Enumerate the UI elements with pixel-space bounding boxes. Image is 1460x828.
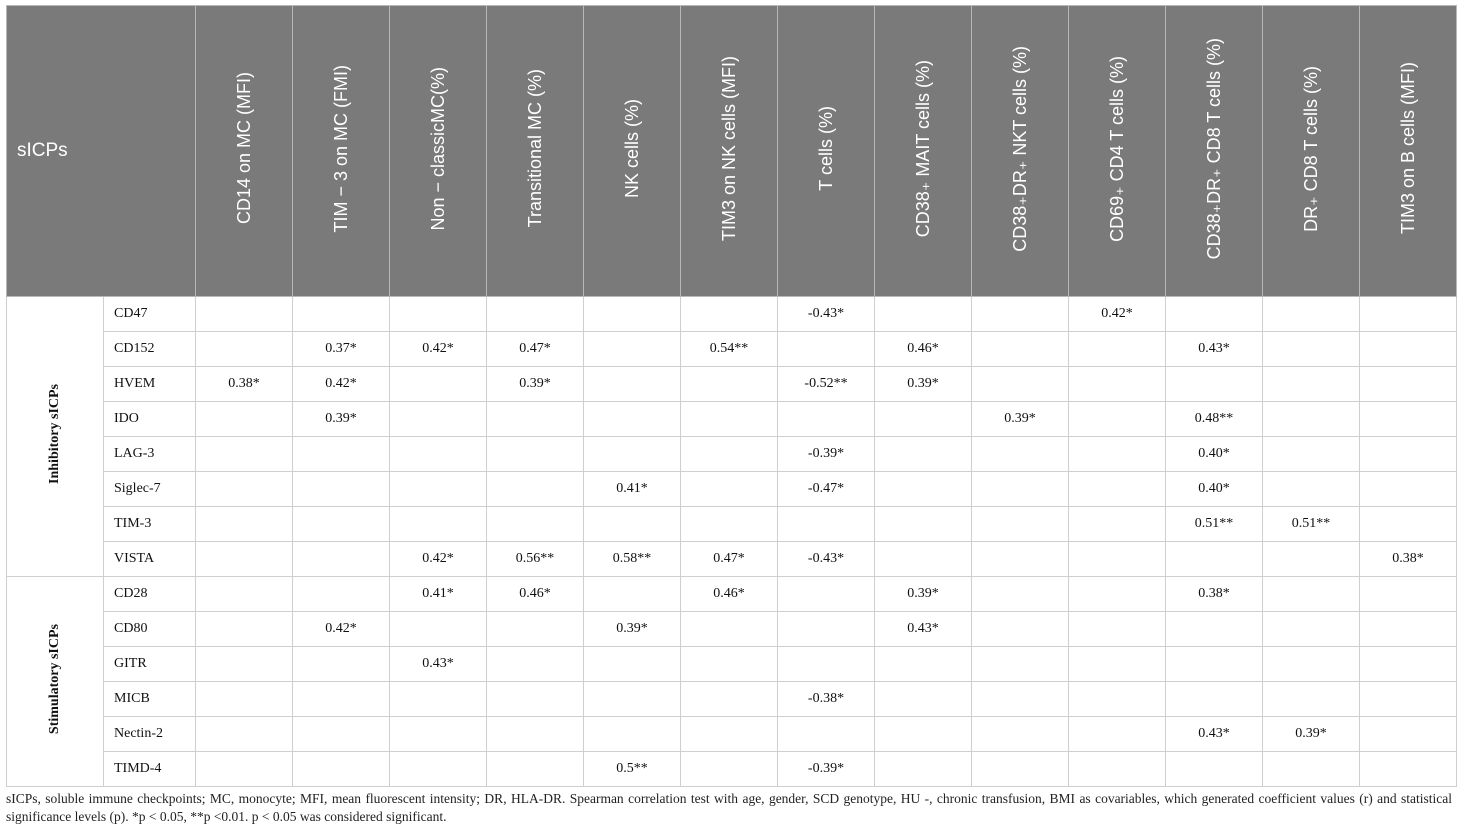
correlation-cell	[293, 472, 390, 507]
correlation-cell	[487, 612, 584, 647]
correlation-cell	[875, 297, 972, 332]
correlation-cell	[584, 402, 681, 437]
correlation-cell	[778, 717, 875, 752]
correlation-cell	[1360, 402, 1457, 437]
correlation-cell: 0.43*	[1166, 717, 1263, 752]
row-label: Siglec-7	[104, 472, 196, 507]
correlation-cell	[1069, 332, 1166, 367]
column-header-label: CD38₊DR₊ NKT cells (%)	[1010, 45, 1030, 252]
correlation-cell	[778, 402, 875, 437]
column-header-label: NK cells (%)	[622, 98, 642, 198]
correlation-cell: 0.38*	[1166, 577, 1263, 612]
correlation-cell	[681, 437, 778, 472]
correlation-cell	[196, 402, 293, 437]
correlation-cell	[1263, 297, 1360, 332]
column-header	[681, 6, 778, 297]
correlation-cell	[778, 647, 875, 682]
correlation-table	[6, 5, 1457, 787]
correlation-cell	[972, 472, 1069, 507]
row-label: CD152	[104, 332, 196, 367]
row-label: CD80	[104, 612, 196, 647]
correlation-cell: -0.52**	[778, 367, 875, 402]
correlation-cell	[875, 437, 972, 472]
column-header	[1360, 6, 1457, 297]
correlation-cell	[972, 752, 1069, 787]
correlation-cell	[1360, 332, 1457, 367]
correlation-cell	[390, 367, 487, 402]
correlation-cell	[1360, 682, 1457, 717]
correlation-cell	[487, 507, 584, 542]
correlation-cell	[1069, 402, 1166, 437]
column-header-label: TIM3 on NK cells (MFI)	[719, 55, 739, 242]
table-footnote: sICPs, soluble immune checkpoints; MC, monocyte; MFI, mean fluorescent intensity; DR, HLA-DR. Spearman correlation test with age, gender, SCD genotype, HU -, chronic transfusion, BMI as covariables, which generated coefficient values (r) and statistical significance levels (p). *p < 0.05, **p <0.01. p < 0.05 was considered significant.	[6, 791, 1452, 824]
correlation-cell	[972, 647, 1069, 682]
column-header-label: T cells (%)	[816, 106, 836, 191]
correlation-cell	[681, 472, 778, 507]
correlation-cell: 0.39*	[875, 367, 972, 402]
table-row	[7, 542, 1457, 577]
correlation-cell	[778, 507, 875, 542]
correlation-cell: -0.43*	[778, 542, 875, 577]
table-row	[7, 437, 1457, 472]
correlation-cell	[1360, 367, 1457, 402]
correlation-cell	[487, 717, 584, 752]
correlation-cell	[972, 717, 1069, 752]
table-row	[7, 507, 1457, 542]
correlation-cell	[293, 647, 390, 682]
correlation-cell	[584, 332, 681, 367]
table-row	[7, 577, 1457, 612]
correlation-cell	[584, 507, 681, 542]
correlation-cell	[293, 542, 390, 577]
correlation-cell: -0.39*	[778, 437, 875, 472]
correlation-cell	[196, 612, 293, 647]
correlation-cell	[1360, 577, 1457, 612]
correlation-cell: 0.39*	[1263, 717, 1360, 752]
correlation-cell	[1360, 717, 1457, 752]
correlation-cell: 0.42*	[293, 367, 390, 402]
row-label: LAG-3	[104, 437, 196, 472]
correlation-cell: -0.47*	[778, 472, 875, 507]
correlation-cell	[875, 752, 972, 787]
correlation-cell	[196, 332, 293, 367]
correlation-cell	[196, 297, 293, 332]
correlation-cell	[584, 367, 681, 402]
column-header	[1263, 6, 1360, 297]
correlation-cell	[390, 507, 487, 542]
table-header-row	[7, 6, 1457, 297]
correlation-cell: 0.43*	[390, 647, 487, 682]
correlation-cell	[584, 647, 681, 682]
row-label: GITR	[104, 647, 196, 682]
correlation-cell	[681, 297, 778, 332]
correlation-cell	[196, 437, 293, 472]
correlation-cell: 0.37*	[293, 332, 390, 367]
table-row	[7, 472, 1457, 507]
correlation-cell	[875, 542, 972, 577]
correlation-cell: 0.38*	[1360, 542, 1457, 577]
correlation-cell	[1263, 612, 1360, 647]
correlation-cell	[681, 682, 778, 717]
correlation-cell	[1166, 612, 1263, 647]
table-row	[7, 367, 1457, 402]
column-header	[778, 6, 875, 297]
correlation-cell	[390, 297, 487, 332]
correlation-cell: 0.42*	[390, 332, 487, 367]
column-header	[487, 6, 584, 297]
correlation-cell	[196, 472, 293, 507]
correlation-cell	[1166, 297, 1263, 332]
correlation-cell	[972, 297, 1069, 332]
correlation-cell	[972, 367, 1069, 402]
correlation-cell: 0.5**	[584, 752, 681, 787]
correlation-cell	[196, 647, 293, 682]
column-header	[196, 6, 293, 297]
row-label: IDO	[104, 402, 196, 437]
correlation-cell: 0.46*	[487, 577, 584, 612]
row-label: HVEM	[104, 367, 196, 402]
column-header-label: CD14 on MC (MFI)	[234, 72, 254, 225]
correlation-cell	[196, 542, 293, 577]
correlation-cell	[681, 647, 778, 682]
correlation-cell	[1263, 402, 1360, 437]
correlation-cell	[1069, 367, 1166, 402]
correlation-cell	[390, 682, 487, 717]
correlation-cell	[972, 507, 1069, 542]
correlation-cell	[1263, 332, 1360, 367]
table-row	[7, 402, 1457, 437]
correlation-cell	[972, 612, 1069, 647]
correlation-cell	[875, 682, 972, 717]
correlation-cell	[778, 577, 875, 612]
correlation-cell	[293, 752, 390, 787]
correlation-cell	[1360, 472, 1457, 507]
correlation-cell	[293, 682, 390, 717]
correlation-cell	[681, 367, 778, 402]
correlation-cell	[584, 682, 681, 717]
correlation-cell: 0.51**	[1166, 507, 1263, 542]
correlation-cell	[293, 717, 390, 752]
correlation-cell: 0.48**	[1166, 402, 1263, 437]
correlation-cell	[1166, 542, 1263, 577]
correlation-cell	[293, 577, 390, 612]
correlation-cell	[293, 507, 390, 542]
correlation-cell	[1263, 437, 1360, 472]
correlation-cell	[1263, 577, 1360, 612]
column-header-label: TIM3 on B cells (MFI)	[1398, 62, 1418, 235]
correlation-cell	[972, 437, 1069, 472]
correlation-cell	[1360, 437, 1457, 472]
correlation-cell: 0.38*	[196, 367, 293, 402]
correlation-cell	[1360, 507, 1457, 542]
correlation-cell	[1069, 647, 1166, 682]
correlation-cell: 0.42*	[293, 612, 390, 647]
correlation-cell	[584, 437, 681, 472]
correlation-cell	[196, 682, 293, 717]
column-header	[972, 6, 1069, 297]
correlation-cell: 0.58**	[584, 542, 681, 577]
correlation-cell: 0.39*	[875, 577, 972, 612]
correlation-cell	[681, 507, 778, 542]
column-header	[390, 6, 487, 297]
correlation-cell	[1360, 647, 1457, 682]
correlation-cell	[1360, 612, 1457, 647]
correlation-cell	[778, 612, 875, 647]
correlation-cell	[1263, 647, 1360, 682]
correlation-cell	[681, 612, 778, 647]
correlation-cell: 0.47*	[681, 542, 778, 577]
row-label: VISTA	[104, 542, 196, 577]
correlation-cell: 0.39*	[584, 612, 681, 647]
correlation-cell	[487, 647, 584, 682]
correlation-cell: -0.39*	[778, 752, 875, 787]
correlation-cell	[487, 472, 584, 507]
correlation-cell	[196, 752, 293, 787]
correlation-cell: 0.46*	[681, 577, 778, 612]
column-header-label: Transitional MC (%)	[525, 69, 545, 228]
correlation-cell	[196, 717, 293, 752]
correlation-cell: 0.42*	[390, 542, 487, 577]
correlation-cell	[390, 472, 487, 507]
correlation-cell: 0.43*	[875, 612, 972, 647]
correlation-cell: 0.39*	[972, 402, 1069, 437]
correlation-cell: 0.43*	[1166, 332, 1263, 367]
row-label: Nectin-2	[104, 717, 196, 752]
column-header	[1069, 6, 1166, 297]
correlation-cell	[1069, 507, 1166, 542]
correlation-cell	[1360, 752, 1457, 787]
column-header-label: TIM − 3 on MC (FMI)	[331, 64, 351, 233]
correlation-cell	[584, 717, 681, 752]
row-label: CD47	[104, 297, 196, 332]
correlation-cell	[390, 402, 487, 437]
correlation-cell	[1166, 647, 1263, 682]
correlation-cell	[1263, 752, 1360, 787]
correlation-cell	[875, 507, 972, 542]
row-label: TIM-3	[104, 507, 196, 542]
correlation-cell: 0.47*	[487, 332, 584, 367]
correlation-cell	[584, 577, 681, 612]
column-header-label: DR₊ CD8 T cells (%)	[1301, 65, 1321, 232]
correlation-cell	[1069, 437, 1166, 472]
correlation-cell	[681, 402, 778, 437]
correlation-cell	[1069, 612, 1166, 647]
correlation-cell: 0.56**	[487, 542, 584, 577]
table-row	[7, 612, 1457, 647]
correlation-cell	[1166, 682, 1263, 717]
correlation-cell	[293, 437, 390, 472]
table-row	[7, 717, 1457, 752]
correlation-cell	[1069, 717, 1166, 752]
corner-header: sICPs	[7, 6, 196, 297]
row-label: TIMD-4	[104, 752, 196, 787]
correlation-cell: 0.41*	[584, 472, 681, 507]
correlation-cell: 0.39*	[487, 367, 584, 402]
correlation-cell	[1360, 297, 1457, 332]
correlation-cell	[196, 507, 293, 542]
column-header-label: Non − classicMC(%)	[428, 66, 448, 231]
column-header	[875, 6, 972, 297]
correlation-cell	[293, 297, 390, 332]
correlation-cell: 0.41*	[390, 577, 487, 612]
correlation-cell	[584, 297, 681, 332]
correlation-cell: -0.43*	[778, 297, 875, 332]
column-header	[1166, 6, 1263, 297]
row-label: MICB	[104, 682, 196, 717]
correlation-cell	[487, 682, 584, 717]
group-label: Stimulatory sICPs	[47, 623, 62, 735]
correlation-cell	[1166, 367, 1263, 402]
column-header-label: CD38₊DR₊ CD8 T cells (%)	[1204, 37, 1224, 260]
correlation-cell: 0.39*	[293, 402, 390, 437]
table-body	[7, 297, 1457, 787]
correlation-cell	[1263, 682, 1360, 717]
correlation-cell: 0.42*	[1069, 297, 1166, 332]
column-header-label: CD38₊ MAIT cells (%)	[913, 59, 933, 238]
correlation-cell	[875, 402, 972, 437]
correlation-cell	[875, 472, 972, 507]
table-row	[7, 332, 1457, 367]
correlation-cell: -0.38*	[778, 682, 875, 717]
correlation-cell: 0.46*	[875, 332, 972, 367]
group-label-cell	[7, 297, 104, 577]
correlation-cell	[390, 752, 487, 787]
correlation-cell	[778, 332, 875, 367]
correlation-cell	[972, 682, 1069, 717]
table-row	[7, 297, 1457, 332]
correlation-cell	[875, 647, 972, 682]
correlation-cell	[1069, 577, 1166, 612]
correlation-cell	[875, 717, 972, 752]
correlation-cell: 0.54**	[681, 332, 778, 367]
correlation-cell	[390, 717, 487, 752]
correlation-cell	[1069, 682, 1166, 717]
correlation-cell: 0.51**	[1263, 507, 1360, 542]
correlation-cell: 0.40*	[1166, 472, 1263, 507]
correlation-cell	[487, 402, 584, 437]
correlation-cell	[1263, 472, 1360, 507]
table-row	[7, 752, 1457, 787]
correlation-cell	[390, 437, 487, 472]
correlation-cell	[1069, 472, 1166, 507]
column-header	[293, 6, 390, 297]
table-row	[7, 682, 1457, 717]
group-label-cell	[7, 577, 104, 787]
correlation-cell	[390, 612, 487, 647]
correlation-cell	[487, 752, 584, 787]
table-row	[7, 647, 1457, 682]
correlation-cell	[681, 752, 778, 787]
correlation-cell	[972, 542, 1069, 577]
correlation-cell	[1263, 542, 1360, 577]
correlation-cell	[487, 437, 584, 472]
correlation-cell	[1263, 367, 1360, 402]
group-label: Inhibitory sICPs	[47, 384, 62, 484]
correlation-cell	[196, 577, 293, 612]
correlation-cell	[972, 332, 1069, 367]
correlation-cell	[487, 297, 584, 332]
column-header	[584, 6, 681, 297]
correlation-cell	[681, 717, 778, 752]
correlation-cell: 0.40*	[1166, 437, 1263, 472]
correlation-cell	[972, 577, 1069, 612]
row-label: CD28	[104, 577, 196, 612]
column-header-label: CD69₊ CD4 T cells (%)	[1107, 55, 1127, 242]
correlation-cell	[1069, 752, 1166, 787]
correlation-cell	[1069, 542, 1166, 577]
correlation-cell	[1166, 752, 1263, 787]
